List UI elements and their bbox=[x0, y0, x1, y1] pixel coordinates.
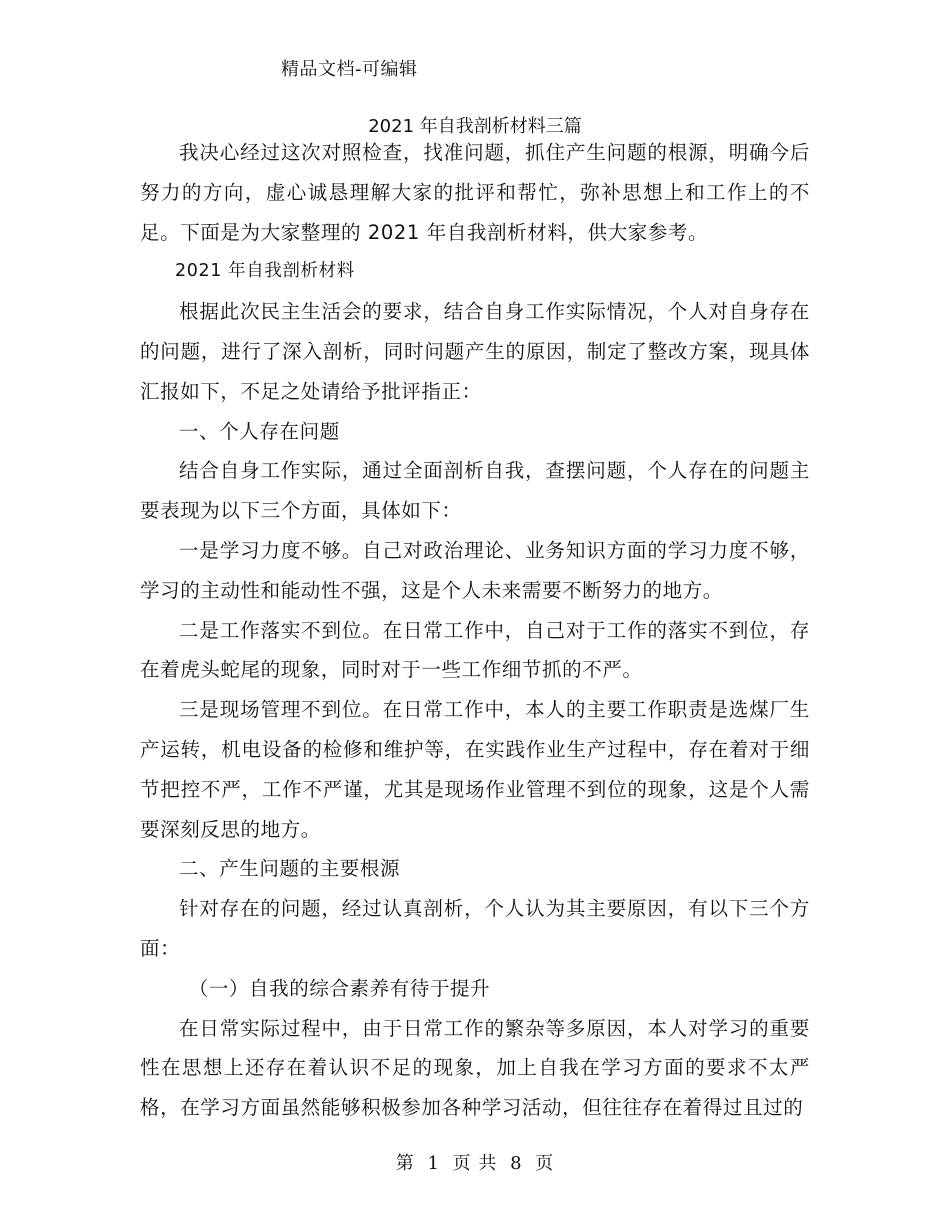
paragraph: 我决心经过这次对照检查，找准问题，抓住产生问题的根源，明确今后努力的方向，虚心诚恳理解大家的批评和帮忙，弥补思想上和工作上的不足。下面是为大家整理的 2021 年自我剖析材料，供大家参考。 bbox=[140, 141, 810, 244]
section-heading: 一、个人存在问题 bbox=[179, 419, 340, 443]
page-label-prefix: 第 bbox=[395, 1153, 415, 1174]
document-title: 2021 年自我剖析材料三篇 bbox=[368, 116, 582, 137]
paragraph: 针对存在的问题，经过认真剖析，个人认为其主要原因，有以下三个方面： bbox=[140, 897, 810, 960]
sub-heading: （一）自我的综合素养有待于提升 bbox=[188, 976, 491, 1000]
section-heading: 二、产生问题的主要根源 bbox=[179, 857, 401, 881]
page-label-mid: 页 共 bbox=[452, 1153, 498, 1174]
document-body bbox=[140, 133, 810, 1128]
paragraph: 一是学习力度不够。自己对政治理论、业务知识方面的学习力度不够，学习的主动性和能动性不强，这是个人未来需要不断努力的地方。 bbox=[140, 538, 810, 602]
total-pages-number: 8 bbox=[510, 1153, 523, 1174]
current-page-number: 1 bbox=[427, 1153, 440, 1174]
paragraph: 三是现场管理不到位。在日常工作中，本人的主要工作职责是选煤厂生产运转，机电设备的检修和维护等，在实践作业生产过程中，存在着对于细节把控不严，工作不严谨，尤其是现场作业管理不到位的现象，这是个人需要深刻反思的地方。 bbox=[140, 698, 810, 841]
section-title: 2021 年自我剖析材料 bbox=[175, 261, 355, 282]
paragraph: 结合自身工作实际，通过全面剖析自我，查摆问题，个人存在的问题主要表现为以下三个方面，具体如下： bbox=[140, 459, 810, 523]
paragraph: 根据此次民主生活会的要求，结合自身工作实际情况，个人对自身存在的问题，进行了深入剖析，同时问题产生的原因，制定了整改方案，现具体汇报如下，不足之处请给予批评指正： bbox=[140, 300, 810, 403]
page-label-suffix: 页 bbox=[535, 1153, 555, 1174]
page-header: 精品文档-可编辑 bbox=[281, 59, 418, 80]
paragraph: 在日常实际过程中，由于日常工作的繁杂等多原因，本人对学习的重要性在思想上还存在着认识不足的现象，加上自我在学习方面的要求不太严格，在学习方面虽然能够积极参加各种学习活动，但往往存在着得过且过的 bbox=[140, 1016, 810, 1120]
paragraph: 二是工作落实不到位。在日常工作中，自己对于工作的落实不到位，存在着虎头蛇尾的现象，同时对于一些工作细节抓的不严。 bbox=[140, 618, 810, 682]
page-footer bbox=[0, 1149, 950, 1175]
